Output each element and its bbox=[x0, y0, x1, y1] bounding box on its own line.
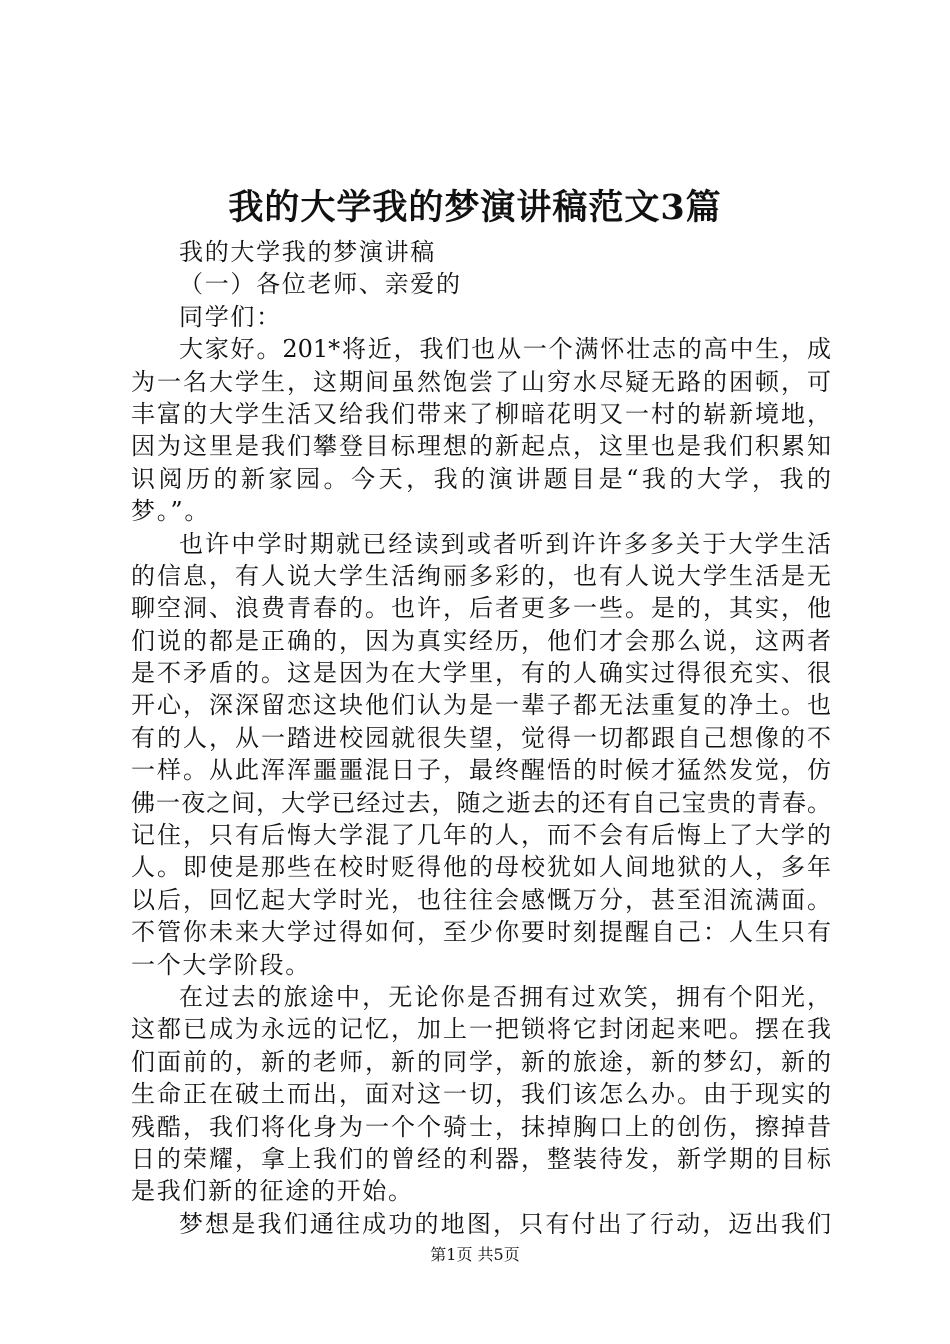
text-line: 是不矛盾的。这是因为在大学里，有的人确实过得很充实、很 bbox=[131, 659, 831, 688]
text-line: 丰富的大学生活又给我们带来了柳暗花明又一村的崭新境地， bbox=[131, 399, 831, 428]
text-line: 一样。从此浑浑噩噩混日子，最终醒悟的时候才猛然发觉，仿 bbox=[131, 756, 831, 785]
text-line: 们面前的，新的老师，新的同学，新的旅途，新的梦幻，新的 bbox=[131, 1047, 831, 1076]
page-footer: 第1页 共5页 bbox=[430, 1245, 520, 1264]
paragraph-first-line: 也许中学时期就已经读到或者听到许许多多关于大学生活 bbox=[179, 529, 831, 558]
text-line: 生命正在破土而出，面对这一切，我们该怎么办。由于现实的 bbox=[131, 1080, 831, 1109]
document-title: 我的大学我的梦演讲稿范文3篇 bbox=[228, 187, 722, 228]
text-line: 不管你未来大学过得如何，至少你要时刻提醒自己：人生只有 bbox=[131, 918, 831, 947]
text-line: 的信息，有人说大学生活绚丽多彩的，也有人说大学生活是无 bbox=[131, 561, 831, 590]
text-line: 残酷，我们将化身为一个个骑士，抹掉胸口上的创伤，擦掉昔 bbox=[131, 1112, 831, 1141]
paragraph-last-line: 是我们新的征途的开始。 bbox=[131, 1177, 414, 1206]
text-line: 以后，回忆起大学时光，也往往会感慨万分，甚至泪流满面。 bbox=[131, 885, 831, 914]
text-line: 聊空洞、浪费青春的。也许，后者更多一些。是的，其实，他 bbox=[131, 594, 831, 623]
text-line: 同学们： bbox=[179, 302, 282, 331]
subtitle-line: 我的大学我的梦演讲稿 bbox=[179, 238, 436, 266]
text-line: 日的荣耀，拿上我们的曾经的利器，整装待发，新学期的目标 bbox=[131, 1144, 831, 1173]
text-line: 因为这里是我们攀登目标理想的新起点，这里也是我们积累知 bbox=[131, 432, 831, 461]
text-line: 人。即使是那些在校时贬得他的母校犹如人间地狱的人，多年 bbox=[131, 853, 831, 882]
text-line: 们说的都是正确的，因为真实经历，他们才会那么说，这两者 bbox=[131, 626, 831, 655]
text-line: 这都已成为永远的记忆，加上一把锁将它封闭起来吧。摆在我 bbox=[131, 1015, 831, 1044]
text-line: 有的人，从一踏进校园就很失望，觉得一切都跟自己想像的不 bbox=[131, 723, 831, 752]
text-line: （一）各位老师、亲爱的 bbox=[179, 270, 462, 299]
paragraph-first-line: 大家好。201*将近，我们也从一个满怀壮志的高中生，成 bbox=[179, 335, 831, 364]
text-line: 佛一夜之间，大学已经过去，随之逝去的还有自己宝贵的青春。 bbox=[131, 788, 831, 817]
paragraph-first-line: 梦想是我们通往成功的地图，只有付出了行动，迈出我们 bbox=[179, 1209, 831, 1238]
paragraph-last-line: 梦。”。 bbox=[131, 497, 211, 526]
text-line: 识阅历的新家园。今天，我的演讲题目是“我的大学，我的 bbox=[131, 464, 831, 493]
text-line: 为一名大学生，这期间虽然饱尝了山穷水尽疑无路的困顿，可 bbox=[131, 367, 831, 396]
paragraph-last-line: 一个大学阶段。 bbox=[131, 950, 311, 979]
text-line: 开心，深深留恋这块他们认为是一辈子都无法重复的净土。也 bbox=[131, 691, 831, 720]
document-body bbox=[131, 236, 831, 1240]
paragraph-first-line: 在过去的旅途中，无论你是否拥有过欢笑，拥有个阳光， bbox=[179, 982, 831, 1011]
text-line: 记住，只有后悔大学混了几年的人，而不会有后悔上了大学的 bbox=[131, 821, 831, 850]
